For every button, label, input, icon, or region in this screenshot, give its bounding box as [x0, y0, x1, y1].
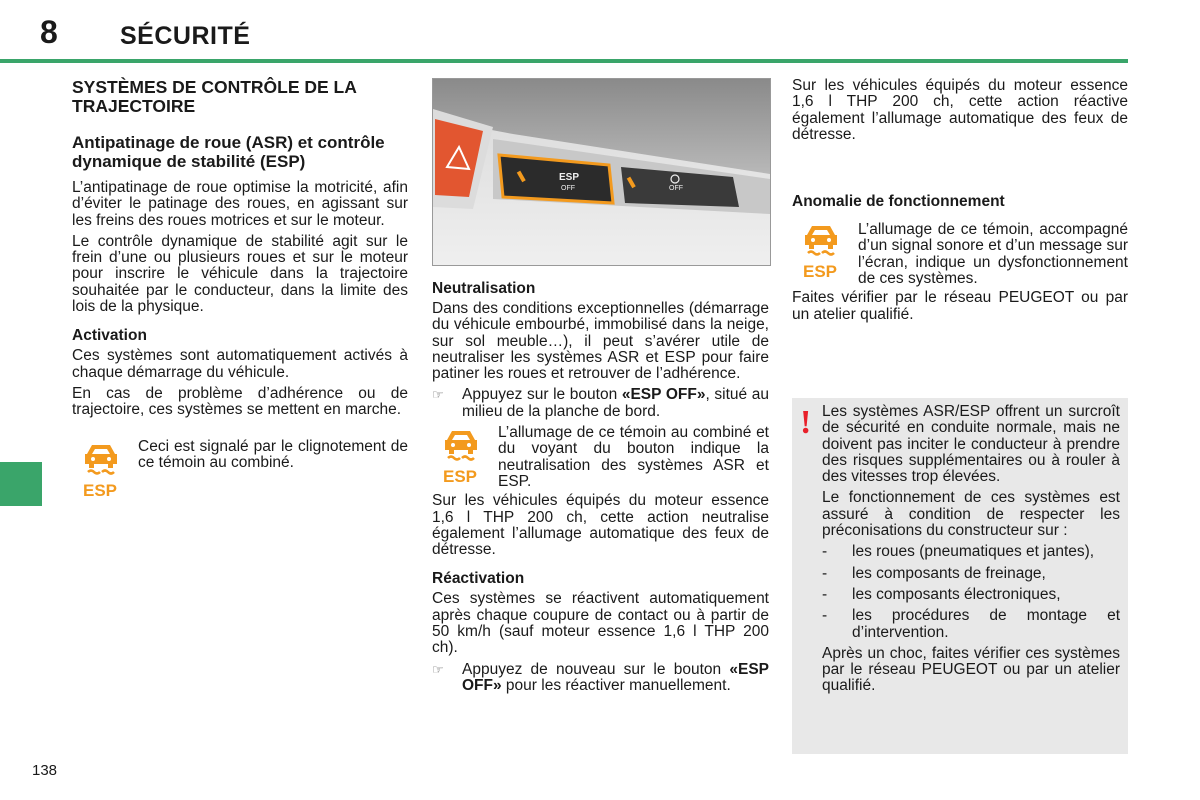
- list-item: [822, 544, 1120, 560]
- list-item: [822, 587, 1120, 603]
- esp-warning-icon: [432, 425, 498, 487]
- anomaly-text: L’allumage de ce témoin, accompagné d’un signal sonore et d’un message sur l’écran, indique un dysfonctionnement de ces systèmes.: [858, 221, 1128, 288]
- column-3: [792, 78, 1128, 328]
- chapter-number: 8: [40, 14, 58, 50]
- bullet1-text-post: , situé au milieu de la planche de bord.: [462, 386, 769, 420]
- bullet2-button-name: «ESP OFF»: [462, 660, 769, 694]
- chapter-title: SÉCURITÉ: [120, 22, 251, 50]
- bullet2-text-post: pour les réactiver manuellement.: [501, 676, 731, 694]
- bullet-reactivate: [432, 662, 769, 695]
- subsection-title: Antipatinage de roue (ASR) et contrôle dynamique de stabilité (ESP): [72, 133, 385, 171]
- warning-paragraph-3: Après un choc, faites vérifier ces systèmes par le réseau PEUGEOT ou par un atelier qualifié.: [822, 644, 1120, 695]
- page-number: 138: [32, 762, 58, 779]
- exclamation-icon: !: [800, 404, 812, 441]
- list-item: [822, 608, 1120, 641]
- list-item-text: les composants de freinage,: [852, 564, 1046, 582]
- dash-marker: -: [822, 543, 828, 561]
- header-rule: [0, 59, 1128, 63]
- esp-warning-icon: [792, 222, 858, 284]
- bullet1-button-name: «ESP OFF»: [621, 386, 706, 404]
- column-2: [432, 78, 769, 699]
- list-item-text: les roues (pneumatiques et jantes),: [852, 543, 1095, 561]
- reactivation-paragraph: Ces systèmes se réactivent automatiquement après chaque coupure de contact ou à partir de 50 km/h (sauf moteur essence 1,6 l THP 200 ch).: [432, 590, 769, 657]
- warning-paragraph-1: Les systèmes ASR/ESP offrent un surcroît de sécurité en conduite normale, mais ne doivent pas inciter le conducteur à prendre des risques supplémentaires ou à rouler à des vitesses trop élevées.: [822, 403, 1120, 486]
- section-title: SYSTÈMES DE CONTRÔLE DE LA TRAJECTOIRE: [72, 77, 357, 116]
- list-item-text: les procédures de montage et d’intervention.: [852, 607, 1120, 641]
- bullet1-text-pre: Appuyez sur le bouton: [462, 386, 622, 404]
- reactivation-heading: Réactivation: [432, 570, 525, 588]
- list-item: [822, 566, 1120, 582]
- signal-row: [72, 439, 408, 501]
- thp-paragraph: Sur les véhicules équipés du moteur essence 1,6 l THP 200 ch, cette action neutralise également l’allumage automatique des feux de détresse.: [432, 492, 769, 559]
- paragraph-esp: Le contrôle dynamique de stabilité agit sur le frein d’une ou plusieurs roues et sur le moteur pour inscrire le véhicule dans la trajectoire souhaitée par le conducteur, dans la limite des lois de la physique.: [72, 232, 408, 316]
- esp-warning-icon: [72, 439, 138, 501]
- hand-pointer-icon: ☞: [432, 661, 444, 677]
- photo-off-label: OFF: [561, 185, 575, 192]
- neutralisation-icon-row: [432, 425, 769, 490]
- signal-text: Ceci est signalé par le clignotement de ce témoin au combiné.: [138, 437, 408, 471]
- activation-heading: Activation: [72, 327, 147, 345]
- chapter-side-tab: [0, 462, 42, 506]
- warning-paragraph-2: Le fonctionnement de ces systèmes est assuré à condition de respecter les préconisations du constructeur sur :: [822, 489, 1120, 540]
- list-item-text: les composants électroniques,: [852, 585, 1061, 603]
- neutralisation-paragraph: Dans des conditions exceptionnelles (démarrage du véhicule embourbé, immobilisé dans la neige, sur sol meuble…), il peut s’avérer utile de neutraliser les systèmes ASR et ESP pour faire patiner les roues et retrouver de l’adhérence.: [432, 300, 769, 383]
- dash-marker: -: [822, 564, 828, 582]
- dash-marker: -: [822, 585, 828, 603]
- dashboard-photo: [432, 78, 771, 266]
- neutralisation-icon-text: L’allumage de ce témoin au combiné et du voyant du bouton indique la neutralisation des systèmes ASR et ESP.: [498, 424, 769, 490]
- thp-reactivation-paragraph: Sur les véhicules équipés du moteur essence 1,6 l THP 200 ch, cette action réactive également l’allumage automatique des feux de détresse.: [792, 77, 1128, 143]
- column-1: [72, 78, 408, 504]
- dash-marker: -: [822, 607, 828, 625]
- esp-icon-label: ESP: [443, 467, 478, 486]
- esp-icon-label: ESP: [83, 480, 118, 499]
- anomaly-row: [792, 222, 1128, 287]
- neutralisation-heading: Neutralisation: [432, 280, 536, 297]
- check-paragraph: Faites vérifier par le réseau PEUGEOT ou par un atelier qualifié.: [792, 289, 1128, 323]
- warning-box: [792, 398, 1128, 754]
- bullet-esp-off: [432, 387, 769, 420]
- activation-paragraph-1: Ces systèmes sont automatiquement activés à chaque démarrage du véhicule.: [72, 347, 408, 381]
- anomaly-heading: Anomalie de fonctionnement: [792, 193, 1005, 211]
- hand-pointer-icon: ☞: [432, 387, 444, 403]
- photo-esp-label: ESP: [559, 172, 580, 183]
- paragraph-asr: L’antipatinage de roue optimise la motricité, afin d’éviter le patinage des roues, en agissant sur les freins des roues motrices et sur le moteur.: [72, 179, 408, 229]
- esp-icon-label: ESP: [803, 262, 838, 281]
- activation-paragraph-2: En cas de problème d’adhérence ou de trajectoire, ces systèmes se mettent en marche.: [72, 384, 408, 419]
- bullet2-text-pre: Appuyez de nouveau sur le bouton: [462, 660, 730, 678]
- photo-off-label-2: OFF: [669, 185, 683, 192]
